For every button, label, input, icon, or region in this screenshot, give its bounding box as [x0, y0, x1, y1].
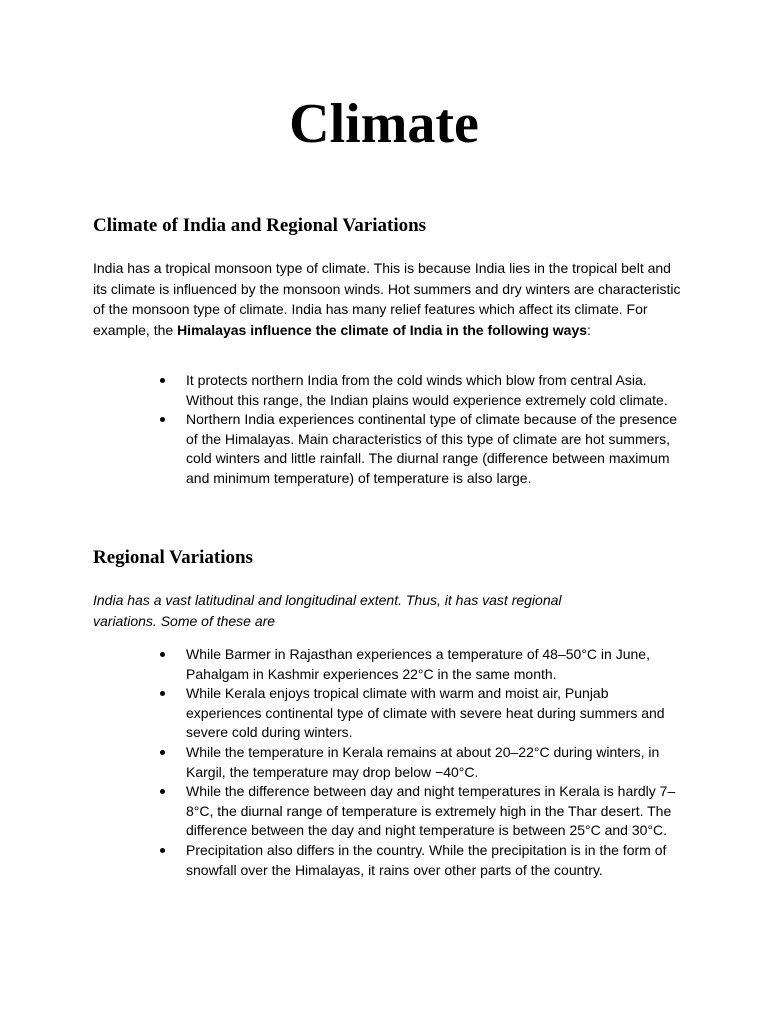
- page-title: Climate: [289, 93, 479, 155]
- bullet-icon: [160, 750, 165, 755]
- intro-text: India has a tropical monsoon type of climate. This is because India lies in the tropical belt and its climate is influenced by the monsoon winds. Hot summers and dry winters are characteristic of the monsoon type of climate. India has many relief features which affect its climate. For example, the: [93, 260, 681, 338]
- list-item: [158, 782, 678, 841]
- list-item-text: It protects northern India from the cold winds which blow from central Asia. Without this range, the Indian plains would experience extremely cold climate.: [186, 372, 668, 408]
- list-item-text: While Barmer in Rajasthan experiences a temperature of 48–50°C in June, Pahalgam in Kashmir experiences 22°C in the same month.: [186, 646, 650, 682]
- list-item: [158, 743, 678, 782]
- bullet-icon: [160, 789, 165, 794]
- section-heading-climate-of-india: Climate of India and Regional Variations: [93, 215, 427, 236]
- list-item-text: Northern India experiences continental type of climate because of the presence of the Himalayas. Main characteristics of this type of climate are hot summers, cold winters and little rainfall. The diurnal range (difference between maximum and minimum temperature) of temperature is also large.: [186, 411, 678, 486]
- list-item: [158, 684, 678, 743]
- bullet-icon: [160, 848, 165, 853]
- regional-intro-paragraph: India has a vast latitudinal and longitudinal extent. Thus, it has vast regional variations. Some of these are: [93, 592, 562, 629]
- list-item-text: While Kerala enjoys tropical climate with warm and moist air, Punjab experiences continental type of climate with severe heat during summers and severe cold during winters.: [186, 685, 665, 741]
- list-item-text: While the difference between day and night temperatures in Kerala is hardly 7–8°C, the diurnal range of temperature is extremely high in the Thar desert. The difference between the day and night temperature is between 25°C and 30°C.: [186, 783, 676, 839]
- intro-end-text: :: [587, 321, 591, 338]
- list-item-text: While the temperature in Kerala remains at about 20–22°C during winters, in Kargil, the temperature may drop below −40°C.: [186, 743, 660, 780]
- section-intro-paragraph: [93, 258, 683, 340]
- list-item: [158, 645, 678, 684]
- intro-bold-text: Himalayas influence the climate of India in the following ways: [177, 321, 588, 338]
- bullet-icon: [160, 691, 165, 696]
- bullet-icon: [160, 652, 165, 657]
- bullet-icon: [160, 417, 165, 422]
- section-heading-regional-variations: Regional Variations: [93, 547, 253, 568]
- list-item-text: Precipitation also differs in the country. While the precipitation is in the form of snowfall over the Himalayas, it rains over other parts of the country.: [186, 841, 667, 878]
- bullet-icon: [160, 378, 165, 383]
- regional-variations-list: [158, 645, 678, 880]
- list-item: [158, 410, 678, 488]
- list-item: [158, 841, 678, 880]
- himalaya-effects-list: [158, 371, 678, 489]
- list-item: [158, 371, 678, 410]
